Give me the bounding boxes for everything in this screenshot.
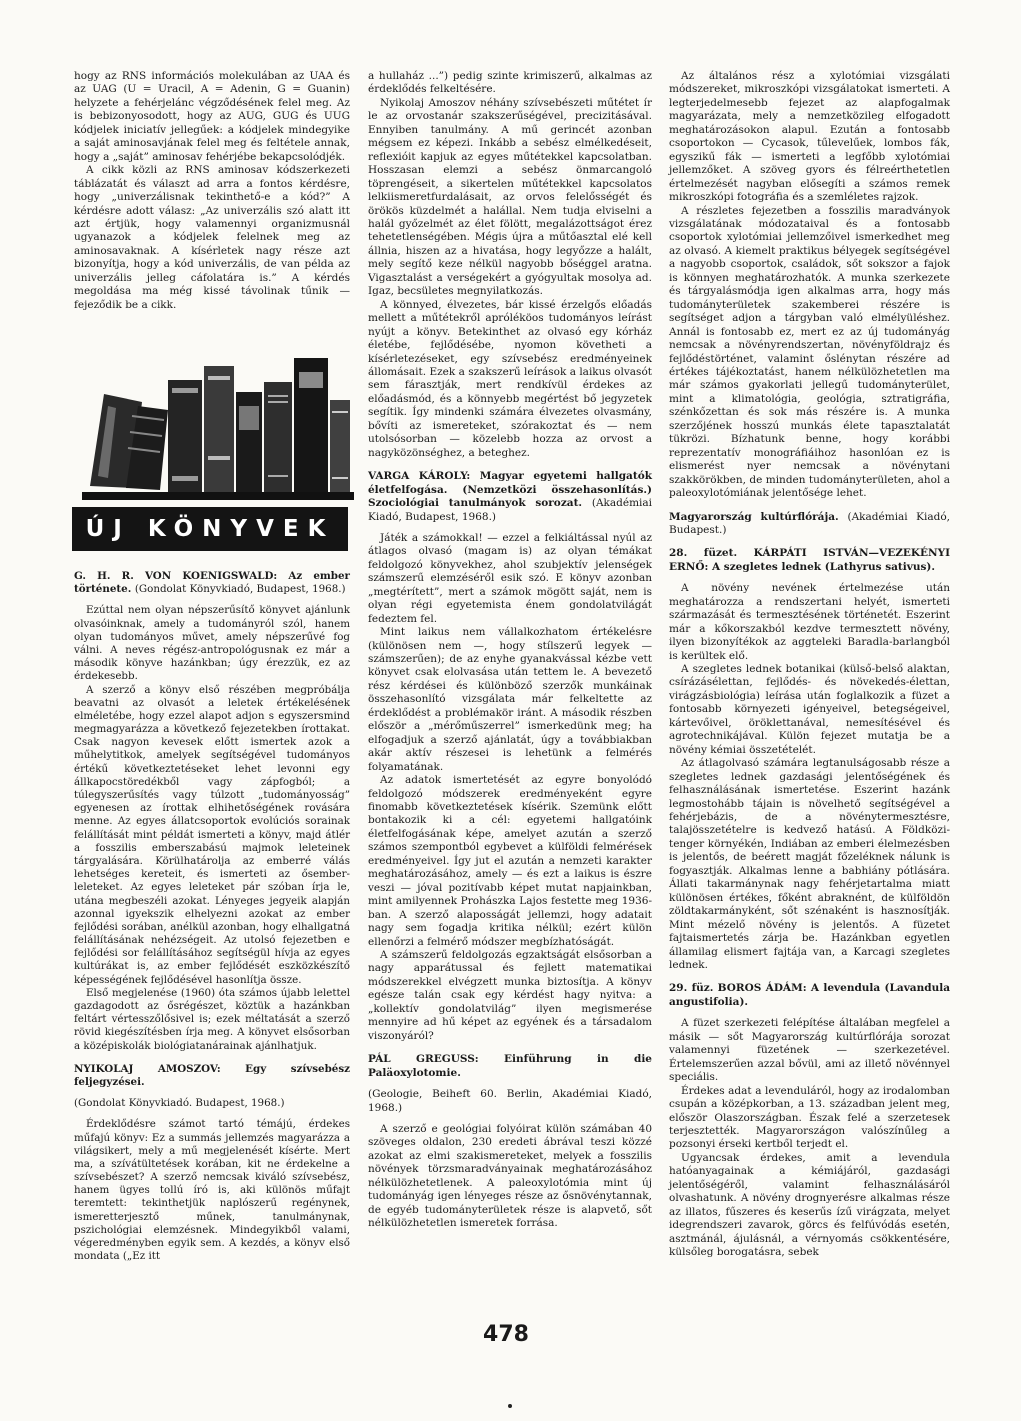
banner-title: ÚJ KÖNYVEK <box>85 516 335 542</box>
review-paragraph: Első megjelenése (1960) óta számos újabb lelettel gazdagodott az ősrégészet, köztük a hazánkban feltárt vértesszőlősivel is; ezek méltatását a szerző rövid kiegészítésben írja meg. A könyvet elsősorban a középiskolák biológiatanárainak ajánlhatjuk. <box>74 986 350 1052</box>
column-1 <box>74 70 350 312</box>
book-stack-right <box>264 358 350 492</box>
shelf <box>82 492 354 500</box>
review-paragraph: A szerző e geológiai folyóirat külön számában 40 szöveges oldalon, 230 eredeti ábrával teszi közzé azokat az elmi szakismereteket, melyek a fosszilis növények törzsmaradványainak meghatározásához nélkülözhetetlenek. A paleoxylotómia mint új tudományág igen lényeges része az ősnövénytannak, de egyéb tudományterületek része is alapvető, sőt nélkülözhetetlen ismeretek forrása. <box>368 1122 652 1230</box>
review-paragraph: Nyikolaj Amoszov néhány szívsebészeti műtétet ír le az orvostanár szakszerűségével, precizitásával. Ennyiben tanulmány. A mű gerincét azonban mégsem ez képezi. Inkább a sebész elmélkedéseit, reflexióit kapjuk az egyes műtétekkel kapcsolatban. Hosszasan elemzi a sebész önmarcangoló töprengéseit, a sikertelen műtétekkel kapcsolatos lelkiismeretfurdalásait, az orvos felelősségét és örökös küzdelmét a halállal. Nem tudja elviselni a halál győzelmét az élet fölött, megalázottságot érez tehetetlenségében. Mégis újra a műtőasztal elé kell állnia, hiszen az a hivatása, hogy legyőzze a halált, mely segítő keze nélkül nagyobb bőséggel aratna. Vigasztalást a verségekért a gyógyultak mosolya ad. Igaz, becsületes megnyilatkozás. <box>368 96 652 298</box>
series-heading: 29. füz. BOROS ÁDÁM: A levendula (Lavandula angustifolia). <box>669 982 950 1008</box>
review-paragraph: A növény nevének értelmezése után meghatározza a rendszertani helyét, ismerteti származását és termesztésének történetét. Eszerint már a kőkorszakból kezdve termesztett növény, ilyen bizonyítékok az aggteleki Baradla-barlangból is kerültek elő. <box>669 582 950 662</box>
page-number: 478 <box>483 1322 529 1347</box>
review-paragraph: a hullaház ...”) pedig szinte krimiszerű, alkalmas az érdeklődés felkeltésére. <box>368 70 652 96</box>
review-paragraph: Az adatok ismertetését az egyre bonyolódó feldolgozó módszerek eredményeként egyre finomabb következtetések kísérik. Szemünk előtt bontakozik ki a cél: egyetemi hallgatóink életfelfogásának képe, amelyet azután a szerző számos szempontból egybevet a külföldi felmérések eredményeivel. Így jut el azután a nemzeti karakter meghatározásához, amely — és ezt a laikus is észre veszi — jóval pozitívabb képet mutat napjainkban, mint amilyennek Prohászka Lajos festette meg 1936-ban. A szerző alaposságát jellemzi, hogy adatait nagy sem fogadja kritika nélkül; ezért külön ellenőrzi a felmérő módszer megbízhatóságát. <box>368 774 652 948</box>
review-heading: NYIKOLAJ AMOSZOV: Egy szívsebész feljegyzései. <box>74 1062 350 1088</box>
review-paragraph: Mint laikus nem vállalkozhatom értékelésre (különösen nem —, hogy stílszerű legyek — számszerűen); de az enyhe gyanakvással kézbe vett könyvet csak elolvasása után tettem le. A bevezető rész kérdései és különböző szerzők munkáinak összehasonlító vizsgálata már felkeltette az érdeklődést a problémakör iránt. A második részben először a „mérőműszerrel” ismerkedünk meg; ha elfogadjuk a szerző ajánlatát, úgy a továbbiakban akár aktív részesei is lehetünk a felmérés folyamatának. <box>368 626 652 773</box>
review-paragraph: Az átlagolvasó számára legtanulságosabb része a szegletes lednek gazdasági jelentőségének és felhasználásának ismertetése. Eszerint hazánk legmostohább tájain is növelhető segítségével a fehérjebázis, de a növénytermesztésre, talajösszetételre is kedvező hatású. A Földközi-tenger környékén, Indiában az emberi élelmezésben is jelentős, de beérett magját főzeléknek nálunk is fogyasztják. Alkalmas lenne a babhiány pótlására. Állati takarmánynak nagy fehérjetartalma miatt különösen értékes, főként abraknént, de külföldön zöldtakarmányként, sőt szénaként is hasznosítják. Mint mézelő növény is jelentős. A füzetet fajtaismertetés zárja be. Hazánkban egyetlen államilag elismert fajtája van, a Karcagi szegletes lednek. <box>669 757 950 971</box>
review-paragraph: A szegletes lednek botanikai (külső-belső alaktan, csírázásélettan, fejlődés- és növekedés-élettan, virágzásbiológia) leírása után foglalkozik a füzet a fontosabb környezeti igényeivel, betegségeivel, kártevőivel, öröklettanával, nemesítésével és agrotechnikájával. Külön fejezet mutatja be a növény kémiai összetételét. <box>669 663 950 756</box>
review-paragraph: A könnyed, élvezetes, bár kissé érzelgős előadás mellett a műtétekről apróléköos tudományos leírást nyújt a könyv. Betekinthet az olvasó egy kórház életébe, fejlődésébe, nyomon követheti a kísérletezéseket, egy szívsebész eredményeinek állomásait. Ezek a szakszerű leírások a laikus olvasót sem fárasztják, mert rendkívül érdekes az előadásmód, és a könnyebb megértést bő jegyzetek segítik. Így mindenki számára élvezetes olvasmány, bővíti az ismereteket, szórakoztat és — nem utolsósorban — közelebb hozza az orvost a nagyközönséghez, a beteghez. <box>368 298 652 459</box>
book-stack-left <box>90 394 168 490</box>
review-paragraph: A részletes fejezetben a fosszilis maradványok vizsgálatának módozataival és a fontosabb csoportok xylotómiai jellemzőivel ismerkedhet meg az olvasó. A kiemelt praktikus bélyegek segítségével a nagyobb csoportok, családok, sőt sokszor a fajok is könnyen meghatározhatók. A munka szerkezete és tárgyalásmódja igen alkalmas arra, hogy más tudományterületek szakemberei részére is segítséget adjon a tárgyban való elmélyüléshez. Annál is fontosabb ez, mert ez az új tudományág nemcsak a növényrendszertan, növényföldrajz és fejlődéstörténet, valamint őslénytan részére ad értékes tájékoztatást, hanem nélkülözhetetlen ma már számos gyakorlati jellegű tudományterület, mint a klimatológia, geológia, sztratigráfia, szénkőzettan és sok más részére is. A munka szerzőjének hosszú munkás élete tapasztalatát tükrözi. Bízhatunk benne, hogy korábbi reprezentatív monográfiáihoz hasonlóan ez is elismerést nyer nemcsak a növénytani szakkörökben, de minden tudományterületen, ahol a paleoxylotómiának jelentősége lehet. <box>669 204 950 500</box>
review-paragraph: Érdeklődésre számot tartó témájú, érdekes műfajú könyv: Ez a summás jellemzés magyarázza a világsikert, mely a mű megjelenését kísérte. Mert ma, a szívátültetések korában, kit ne érdekelne a szívsebészet? A szerző nemcsak kiváló szívsebész, hanem ügyes tollú író is, aki különös műfajt teremtett: tekinthetjük naplószerű regénynek, ismeretterjesztő műnek, tanulmánynak, pszichológiai elemzésnek. Mindegyikből valami, végeredményben egyik sem. A kezdés, a könyv első mondata („Ez itt <box>74 1118 350 1263</box>
article-paragraph: A cikk közli az RNS aminosav kódszerkezeti táblázatát és választ ad arra a fontos kérdésre, hogy „univerzálisnak tekinthető-e a kód?” A kérdésre adott válasz: „Az univerzális szó alatt itt azt értjük, hogy valamennyi organizmusnál ugyanazok a kódjelek felelnek meg az aminosavaknak. A kísérletek nagy része azt bizonyítja, hogy a kód univerzális, de van példa az univerzális jelleg cáfolatára is.” A kérdés megoldása ma még kissé távolinak tűnik — fejeződik be a cikk. <box>74 164 350 311</box>
books-illustration <box>72 336 357 504</box>
print-dot <box>508 1404 512 1408</box>
review-paragraph: A számszerű feldolgozás egzaktságát elsősorban a nagy apparátussal és fejlett matematikai módszerekkel elvégzett munka biztosítja. A könyv egésze talán csak egy kérdést hagy nyitva: a „kollektív gondolatvilág” ilyen megismerése mennyire ad hű képet az egyének és a társadalom viszonyáról? <box>368 949 652 1042</box>
review-paragraph: A füzet szerkezeti felépítése általában megfelel a másik — sőt Magyarország kultúrflórája sorozat valamennyi füzetének — szerkezetével. Értelemszerűen azzal bővül, ami az illető növénnyel speciális. <box>669 1017 950 1084</box>
column-1-reviews <box>74 560 350 1263</box>
review-paragraph: Ugyancsak érdekes, amit a levendula hatóanyagainak a kémiájáról, gazdasági jelentőségéről, valamint felhasználásáról olvashatunk. A növény drognyerésre alkalmas része az illatos, fűszeres és keserűs ízű virágzata, melyet idegrendszeri zavarok, görcs és felfúvódás esetén, asztmánál, ájulásnál, a vérnyomás csökkentésére, külsőleg borogatásra, sebek <box>669 1151 950 1259</box>
review-paragraph: A szerző a könyv első részében megpróbálja beavatni az olvasót a leletek értékelésének elméletébe, hogy ezzel alapot adjon s egyszersmind megmagyarázza a következő fejezetekben írottakat. Csak nagyon kevesek előtt ismertek azok a műhelytitkok, amelyek segítségével tudományos értékű következtetéseket lehet levonni egy állkapocstöredékből vagy zápfogból; a túlegyszerűsítés vagy túlzott „tudományosság” egyenesen az írottak elhihetőségének rovására menne. Az egyes állatcsoportok evolúciós sorainak felállítását mint példát ismerteti a könyv, majd átlér a fosszilis emberszabású majmok leleteinek tárgyalására. Körülhatárolja az emberré válás lehetséges kereteit, és ismerteti az ősember-leleteket. Az egyes leleteket pár szóban írja le, utána megbeszéli azokat. Lényeges jegyeik alapján azonnal igyekszik elhelyezni azokat az ember fejlődési sorában, anélkül azonban, hogy elhallgatná felállításának nehézségeit. Az utolsó fejezetben e fejlődési sor felállításához segítségül hívja az egyes kultúrákat is, az ember fejlődését eszközkészítő képességének fejlődésével hasonlítja össze. <box>74 683 350 986</box>
column-3 <box>669 70 950 1260</box>
article-continuation: hogy az RNS információs molekulában az UAA és az UAG (U = Uracil, A = Adenin, G = Guanin) helyzete a fehérjelánc végződésének felel meg. Az is bebizonyosodott, hogy az AUG, GUG és UUG kódjelek iniciatív jellegűek: a kódjelek mindegyike a saját aminosavjának felel meg és feltétele annak, hogy a „saját” aminosav fehérjébe bekapcsolódjék. <box>74 70 350 163</box>
series-heading: 28. füzet. KÁRPÁTI ISTVÁN—VEZEKÉNYI ERNŐ: A szegletes lednek (Lathyrus sativus). <box>669 547 950 573</box>
new-books-banner <box>72 507 348 551</box>
review-heading: G. H. R. VON KOENIGSWALD: Az ember története. (Gondolat Könyvkiadó, Budapest, 1968.) <box>74 570 350 596</box>
review-paragraph: Érdekes adat a levenduláról, hogy az irodalomban csupán a középkorban, a 13. században jelent meg, először Olaszországban. Észak felé a szerzetesek terjesztették. Magyarországon valószínűleg a pozsonyi érseki kertből terjedt el. <box>669 1084 950 1151</box>
review-heading: VARGA KÁROLY: Magyar egyetemi hallgatók életfelfogása. (Nemzetközi összehasonlítás.) Szociológiai tanulmányok sorozat. (Akadémiai Kiadó, Budapest, 1968.) <box>368 470 653 523</box>
review-source: (Gondolat Könyvkiadó. Budapest, 1968.) <box>74 1097 285 1110</box>
review-heading: Magyarország kultúrflórája. (Akadémiai Kiadó, Budapest.) <box>669 510 950 536</box>
review-paragraph: Játék a számokkal! — ezzel a felkiáltással nyúl az átlagos olvasó (magam is) az olyan témákat feldolgozó könyvekhez, ahol szubjektív jelenségek számszerű elemzéséről esik szó. E könyv azonban „megtérített”, mert a számok mögött saját, nem is olyan régi egyetemista énem gondolatvilágát fedeztem fel. <box>368 531 652 625</box>
review-heading: PÁL GREGUSS: Einführung in die Paläoxylotomie. <box>368 1053 652 1079</box>
review-paragraph: Ezúttal nem olyan népszerűsítő könyvet ajánlunk olvasóinknak, amely a tudományról szól, hanem olyan tudományos művet, amely népszerűvé fog válni. A neves régész-antropológusnak ez már a második könyve hazánkban; úgy érezzük, ez az érdekesebb. <box>74 604 350 683</box>
column-2 <box>368 70 652 1231</box>
book-stack-middle <box>168 366 262 492</box>
review-source: (Geologie, Beiheft 60. Berlin, Akadémiai Kiadó, 1968.) <box>368 1088 652 1114</box>
review-paragraph: Az általános rész a xylotómiai vizsgálati módszereket, mikroszkópi vizsgálatokat ismerteti. A legterjedelmesebb fejezet az alapfogalmak magyarázata, mely a nemzetközileg elfogadott meghatározásokon alapul. Ezután a fontosabb csoportokon — Cycasok, tűlevelűek, lombos fák, egyszikű fák — ismerteti a legfőbb xylotómiai jellemzőket. A szöveg gyors és félreérthetetlen értelmezését nagyban elősegíti a számos remek mikroszkópi fotográfia és a szemléletes rajzok. <box>669 70 950 204</box>
